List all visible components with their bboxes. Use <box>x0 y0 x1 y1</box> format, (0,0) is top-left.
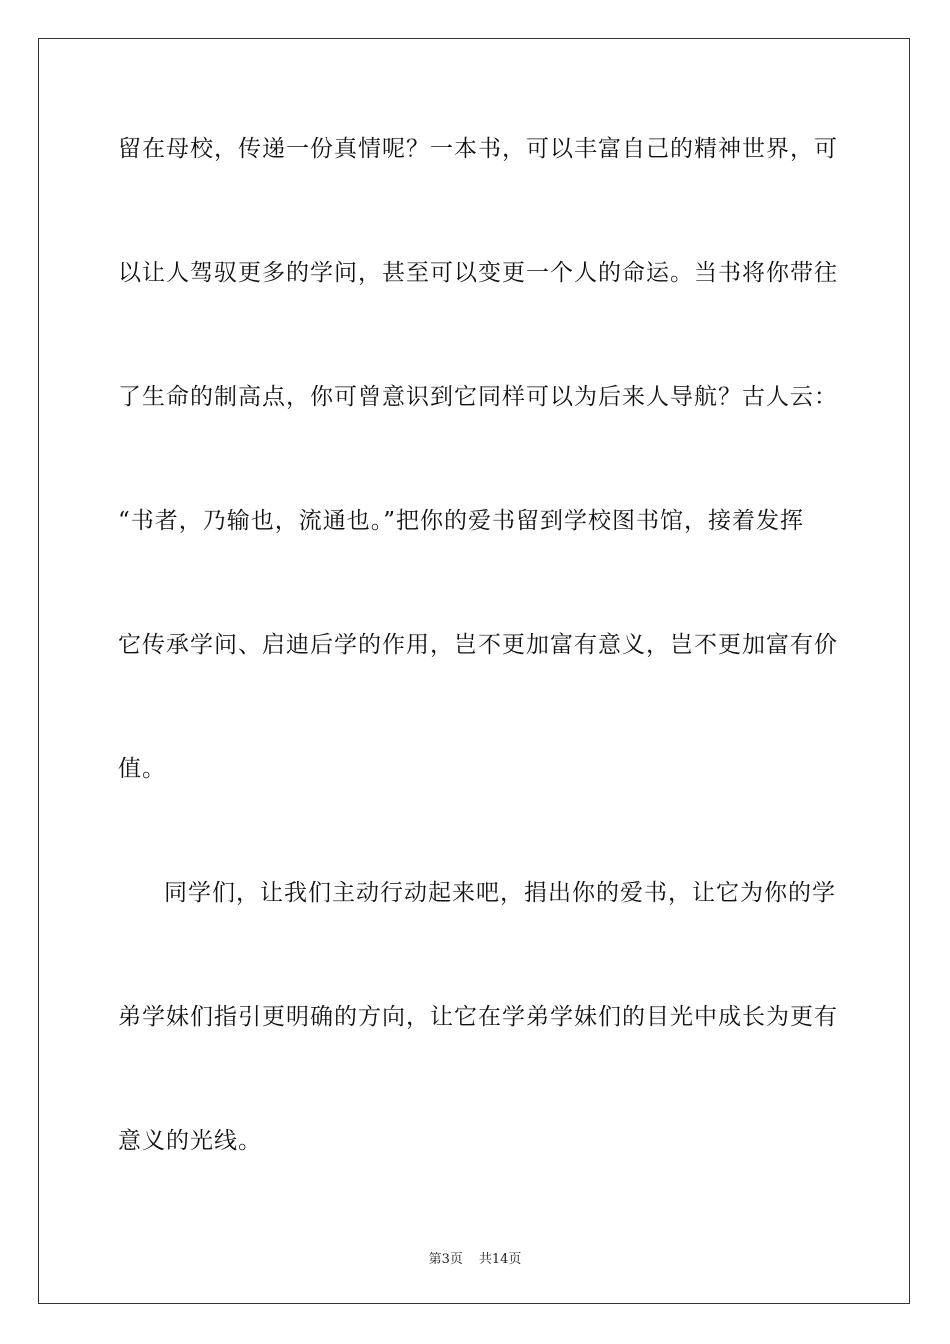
page-total: 共14页 <box>478 1252 522 1267</box>
page-number: 第3页 <box>428 1252 463 1267</box>
text-line: 值。 <box>118 756 166 782</box>
text-line: “书者，乃输也，流通也。”把你的爱书留到学校图书馆，接着发挥 <box>118 508 805 534</box>
text-line: 留在母校，传递一份真情呢？一本书，可以丰富自己的精神世界，可 <box>118 136 838 162</box>
text-line: 它传承学问、启迪后学的作用，岂不更加富有意义，岂不更加富有价 <box>118 632 838 658</box>
text-line: 以让人驾驭更多的学问，甚至可以变更一个人的命运。当书将你带往 <box>118 260 838 286</box>
body-text <box>118 123 838 1239</box>
text-line: 意义的光线。 <box>118 1128 262 1154</box>
text-line: 了生命的制高点，你可曾意识到它同样可以为后来人导航？古人云： <box>118 384 838 410</box>
text-line: 弟学妹们指引更明确的方向，让它在学弟学妹们的目光中成长为更有 <box>118 1004 838 1030</box>
page-footer <box>0 1248 950 1267</box>
paragraph-start-line: 同学们，让我们主动行动起来吧，捐出你的爱书，让它为你的学 <box>164 880 836 906</box>
